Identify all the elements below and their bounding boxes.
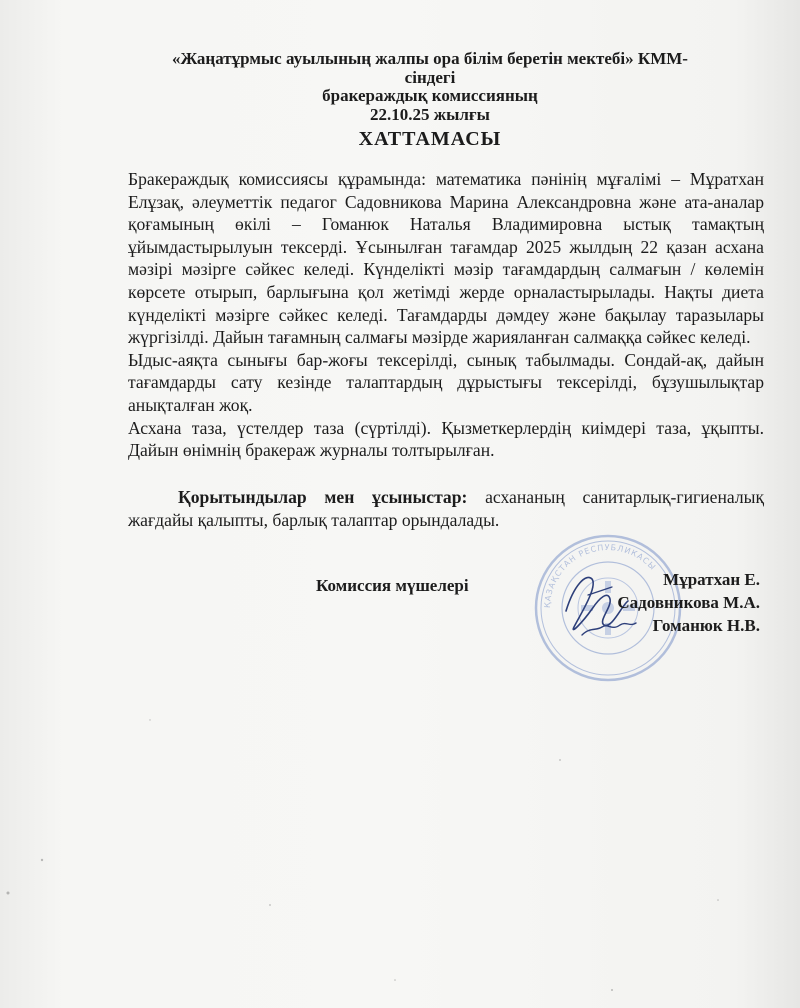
commission-members-list bbox=[590, 568, 760, 637]
body-paragraph-1: Бракераждық комиссиясы құрамында: математика пәнінің мұғалімі – Мұратхан Елұзақ, әлеуметтік педагог Садовникова Марина Александровна және ата-аналар қоғамының өкілі – Гоманюк Наталья Владимировна ыстық тамақтың ұйымдастырылуын тексерді. Ұсынылған тағамдар 2025 жылдың 22 қазан асхана мәзірі мәзірге сәйкес келеді. Күнделікті мәзір тағамдардың салмағын / көлемін көрсете отырып, барлығына қол жетімді жерде орналастырылады. Нақты диета күнделікті мәзірге сәйкес келеді. Тағамдарды дәмдеу және бақылау таразылары жүргізілді. Дайын тағамның салмағы мәзірде жарияланған салмаққа сәйкес келеді. bbox=[128, 169, 764, 348]
member-name: Садовникова М.А. bbox=[617, 593, 760, 612]
member-name: Гоманюк Н.В. bbox=[652, 616, 760, 635]
commission-members-label: Комиссия мүшелері bbox=[316, 576, 469, 595]
document-title: ХАТТАМАСЫ bbox=[358, 128, 502, 150]
conclusion-lead: Қорытындылар мен ұсыныстар: bbox=[178, 487, 468, 507]
body-paragraph-3: Асхана таза, үстелдер таза (сүртілді). Қызметкерлердің киімдері таза, ұқыпты. Дайын өнімнің бракераж журналы толтырылған. bbox=[128, 417, 764, 461]
document-body bbox=[128, 168, 764, 462]
conclusion-paragraph bbox=[128, 486, 764, 532]
body-paragraph-2: Ыдыс-аяқта сынығы бар-жоғы тексерілді, сынық табылмады. Сондай-ақ, дайын тағамдарды сату кезінде талаптардың дұрыстығы тексерілді, бұзушылықтар анықталған жоқ. bbox=[128, 349, 764, 415]
conclusion-text: асхананың санитарлық-гигиеналық жағдайы қалыпты, барлық талаптар орындалады. bbox=[128, 487, 764, 530]
document-header bbox=[110, 50, 750, 149]
header-commission: бракераждық комиссияның bbox=[322, 86, 538, 105]
header-school-name-cont: сіндегі bbox=[404, 67, 456, 87]
header-date: 22.10.25 жылғы bbox=[370, 104, 490, 124]
member-name: Мұратхан Е. bbox=[663, 570, 760, 589]
header-school-name: «Жаңатұрмыс ауылының жалпы ора білім беретін мектебі» КММ- bbox=[172, 49, 688, 68]
stamp-text: ҚАЗАҚСТАН РЕСПУБЛИКАСЫ bbox=[542, 542, 658, 609]
